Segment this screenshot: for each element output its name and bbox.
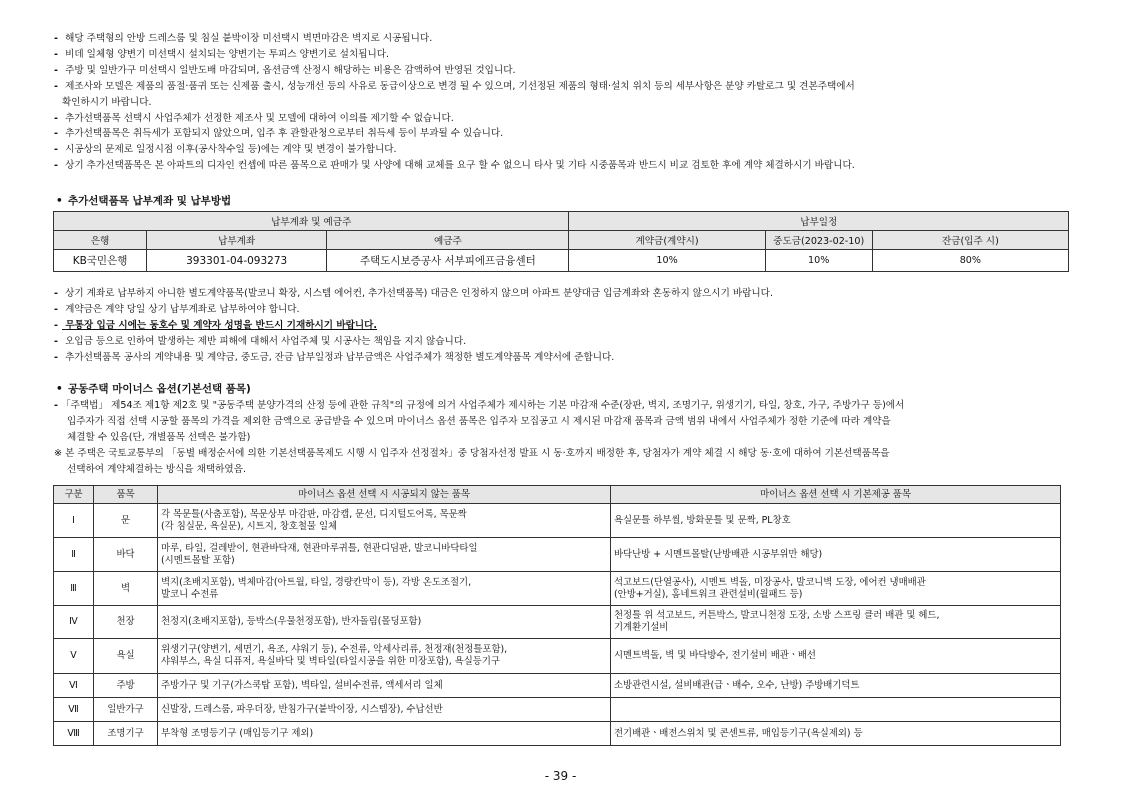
bullet-dash: -: [54, 160, 58, 172]
row-item: 조명기구: [94, 722, 158, 746]
section-title-minus-option: • 공동주택 마이너스 옵션(기본선택 품목): [56, 383, 251, 395]
table-row: [54, 538, 1061, 572]
bullet-dash: -: [54, 351, 58, 363]
row-basic-items: 전기배관ㆍ배전스위치 및 콘센트류, 매입등기구(욕실제외) 등: [611, 722, 1061, 746]
list-item: - 상기 추가선택품목은 본 아파트의 디자인 컨셉에 따른 품목으로 판매가 및 사양에 대해 교체를 요구 할 수 없으니 타사 및 기타 시중품목과 반드시 비교 검토한 후에 계약 체결하시기 바랍니다.: [54, 158, 1074, 174]
bullet-dash: -: [54, 144, 58, 156]
table-row: [54, 722, 1061, 746]
row-excluded-items: 각 목문틀(사춤포함), 목문상부 마감판, 마감캡, 문선, 디지털도어록, 목문짝 (각 침실문, 욕실문), 시트지, 창호철물 일체: [158, 504, 611, 538]
list-item: - 시공상의 문제로 일정시점 이후(공사착수일 등)에는 계약 및 변경이 불가합니다.: [54, 142, 1074, 158]
bullet-dash: -: [54, 335, 58, 347]
row-basic-items: 욕실문틀 하부씰, 방화문틀 및 문짝, PL창호: [611, 504, 1061, 538]
row-number: Ⅴ: [54, 639, 94, 674]
list-item-emphasis: - 무통장 입금 시에는 동호수 및 계약자 성명을 반드시 기재하시기 바랍니다.: [54, 318, 1074, 334]
col-holder: 예금주: [327, 231, 569, 250]
account-holder: 주택도시보증공사 서부피에프금융센터: [327, 250, 569, 272]
minus-option-paragraph: - 「주택법」 제54조 제1항 제2호 및 "공동주택 분양가격의 산정 등에 관한 규칙"의 규정에 의거 사업주체가 제시하는 기본 마감재 수준(장판, 벽지, 조명기구, 위생기기, 타일, 창호, 가구, 주방가구 등)에서 입주자가 직접 선택 시공할 품목의 가격을 제외한 금액으로 공급받을 수 있으며 마이너스 옵션 품목은 입주자 모집공고 시 제시된 마감재 품목과 금액 범위 내에서 사업주체가 정한 기준에 따라 계약을 체결할 수 있음(단, 개별품목 선택은 불가함): [54, 400, 905, 443]
row-excluded-items: 신발장, 드레스룸, 파우더장, 반침가구(붙박이장, 시스템장), 수납선반: [158, 698, 611, 722]
bank-name: KB국민은행: [54, 250, 147, 272]
section-title-payment: • 추가선택품목 납부계좌 및 납부방법: [56, 195, 232, 207]
row-item: 주방: [94, 674, 158, 698]
list-item: - 오입금 등으로 인하여 발생하는 제반 피해에 대해서 사업주체 및 시공사는 책임을 지지 않습니다.: [54, 334, 1074, 350]
list-item: - 추가선택품목 선택시 사업주체가 선정한 제조사 및 모델에 대하여 이의를 제기할 수 없습니다.: [54, 111, 1074, 127]
list-item: - 추가선택품목 공사의 계약내용 및 계약금, 중도금, 잔금 납부일정과 납부금액은 사업주체가 책정한 별도계약품목 계약서에 준합니다.: [54, 350, 1074, 366]
row-item: 바닥: [94, 538, 158, 572]
row-excluded-items: 천정지(초배지포함), 등박스(우물천정포함), 반자돌림(몰딩포함): [158, 606, 611, 639]
bullet-dash: -: [54, 288, 58, 299]
col-excluded: 마이너스 옵션 선택 시 시공되지 않는 품목: [158, 486, 611, 504]
row-basic-items: 시멘트벽돌, 벽 및 바닥방수, 전기설비 배관ㆍ배선: [611, 639, 1061, 674]
bullet-dash: -: [54, 112, 58, 124]
row-basic-items: 소방관련시설, 설비배관(급ㆍ배수, 오수, 난방) 주방배기덕트: [611, 674, 1061, 698]
list-item: - 계약금은 계약 당일 상기 납부계좌로 납부하여야 합니다.: [54, 302, 1074, 318]
row-number: Ⅵ: [54, 674, 94, 698]
bullet-dash: -: [54, 128, 58, 140]
list-item: - 주방 및 일반가구 미선택시 일반도배 마감되며, 옵션금액 산정시 해당하는 비용은 감액하여 반영된 것입니다.: [54, 63, 1074, 79]
list-item: - 추가선택품목은 취득세가 포함되지 않았으며, 입주 후 관할관청으로부터 취득세 등이 부과될 수 있습니다.: [54, 126, 1074, 142]
option-notes-list: [54, 31, 1074, 174]
row-excluded-items: 위생기구(양변기, 세면기, 욕조, 샤워기 등), 수전류, 악세사리류, 천정재(천정틀포함), 샤워부스, 욕실 디퓨저, 욕실바닥 및 벽타일(타일시공을 위한 미장포함), 욕실등기구: [158, 639, 611, 674]
list-item: - 해당 주택형의 안방 드레스룸 및 침실 붙박이장 미선택시 벽면마감은 벽지로 시공됩니다.: [54, 31, 1074, 47]
col-basic: 마이너스 옵션 선택 시 기본제공 품목: [611, 486, 1061, 504]
header-schedule-group: 납부일정: [569, 212, 1069, 231]
bullet-dash: -: [54, 33, 58, 44]
bullet-dot: •: [56, 195, 63, 207]
row-excluded-items: 벽지(초배지포함), 벽체마감(아트월, 타일, 경량칸막이 등), 각방 온도조절기, 발코니 수전류: [158, 572, 611, 606]
col-contract: 계약금(계약시): [569, 231, 765, 250]
row-number: Ⅶ: [54, 698, 94, 722]
bullet-dot: •: [56, 383, 63, 395]
minus-option-table: [53, 485, 1061, 746]
row-item: 벽: [94, 572, 158, 606]
row-excluded-items: 주방가구 및 기구(가스쿡탑 포함), 벽타일, 설비수전류, 액세서리 일체: [158, 674, 611, 698]
bullet-dash: -: [54, 319, 58, 331]
table-row: [54, 674, 1061, 698]
bullet-dash: -: [54, 303, 58, 315]
row-number: Ⅳ: [54, 606, 94, 639]
contract-percent: 10%: [569, 250, 765, 272]
row-basic-items: 천정틀 위 석고보드, 커튼박스, 발코니천정 도장, 소방 스프링 클러 배관 및 헤드, 기계환기설비: [611, 606, 1061, 639]
bullet-dash: -: [54, 48, 58, 60]
row-excluded-items: 부착형 조명등기구 (매입등기구 제외): [158, 722, 611, 746]
row-basic-items: [611, 698, 1061, 722]
col-middle: 중도금(2023-02-10): [765, 231, 872, 250]
col-bank: 은행: [54, 231, 147, 250]
bullet-dash: -: [54, 80, 58, 92]
list-item-continuation: 확인하시기 바랍니다.: [62, 96, 152, 108]
middle-percent: 10%: [765, 250, 872, 272]
minus-option-note: ※ 본 주택은 국토교통부의 「동별 배정순서에 의한 기본선택품목제도 시행 시 입주자 선정절차」중 당첨자선정 발표 시 동·호까지 배정한 후, 당첨자가 계약 체결 시 해당 동·호에 대하여 기본선택품목을 선택하여 계약체결하는 방식을 채택하였음.: [54, 448, 890, 475]
account-number: 393301-04-093273: [147, 250, 327, 272]
bullet-dash: -: [54, 64, 58, 76]
row-basic-items: 바닥난방 + 시멘트몰탈(난방배관 시공부위만 해당): [611, 538, 1061, 572]
table-row: [54, 572, 1061, 606]
row-excluded-items: 마루, 타일, 걸레받이, 현관바닥재, 현관마루귀틀, 현관디딤판, 발코니바닥타일 (시멘트몰탈 포함): [158, 538, 611, 572]
row-item: 천장: [94, 606, 158, 639]
list-item: - 상기 계좌로 납부하지 아니한 별도계약품목(발코니 확장, 시스템 에어컨, 추가선택품목) 대금은 인정하지 않으며 아파트 분양대금 입금계좌와 혼동하지 않으시기 바랍니다.: [54, 286, 1074, 302]
payment-table: [53, 211, 1069, 272]
row-number: Ⅱ: [54, 538, 94, 572]
table-row: [54, 698, 1061, 722]
table-row: [54, 606, 1061, 639]
payment-notes-list: [54, 286, 1074, 366]
page-number: - 39 -: [544, 769, 577, 783]
table-row: [54, 639, 1061, 674]
balance-percent: 80%: [872, 250, 1068, 272]
row-item: 욕실: [94, 639, 158, 674]
col-account: 납부계좌: [147, 231, 327, 250]
row-number: Ⅲ: [54, 572, 94, 606]
header-account-group: 납부계좌 및 예금주: [54, 212, 569, 231]
list-item: - 비데 일체형 양변기 미선택시 설치되는 양변기는 투피스 양변기로 설치됩니다.: [54, 47, 1074, 63]
row-item: 문: [94, 504, 158, 538]
list-item: - 제조사와 모델은 제품의 품절·품귀 또는 신제품 출시, 성능개선 등의 사유로 동급이상으로 변경 될 수 있으며, 기선정된 제품의 형태·설치 위치 등의 세부사항은 분양 카탈로그 및 견본주택에서: [54, 79, 1074, 95]
row-item: 일반가구: [94, 698, 158, 722]
col-item: 품목: [94, 486, 158, 504]
row-number: Ⅰ: [54, 504, 94, 538]
row-basic-items: 석고보드(단열공사), 시멘트 벽돌, 미장공사, 발코니벽 도장, 에어컨 냉매배관 (안방+거실), 홈네트워크 관련설비(월패드 등): [611, 572, 1061, 606]
row-number: Ⅷ: [54, 722, 94, 746]
table-row: [54, 504, 1061, 538]
col-balance: 잔금(입주 시): [872, 231, 1068, 250]
col-no: 구분: [54, 486, 94, 504]
